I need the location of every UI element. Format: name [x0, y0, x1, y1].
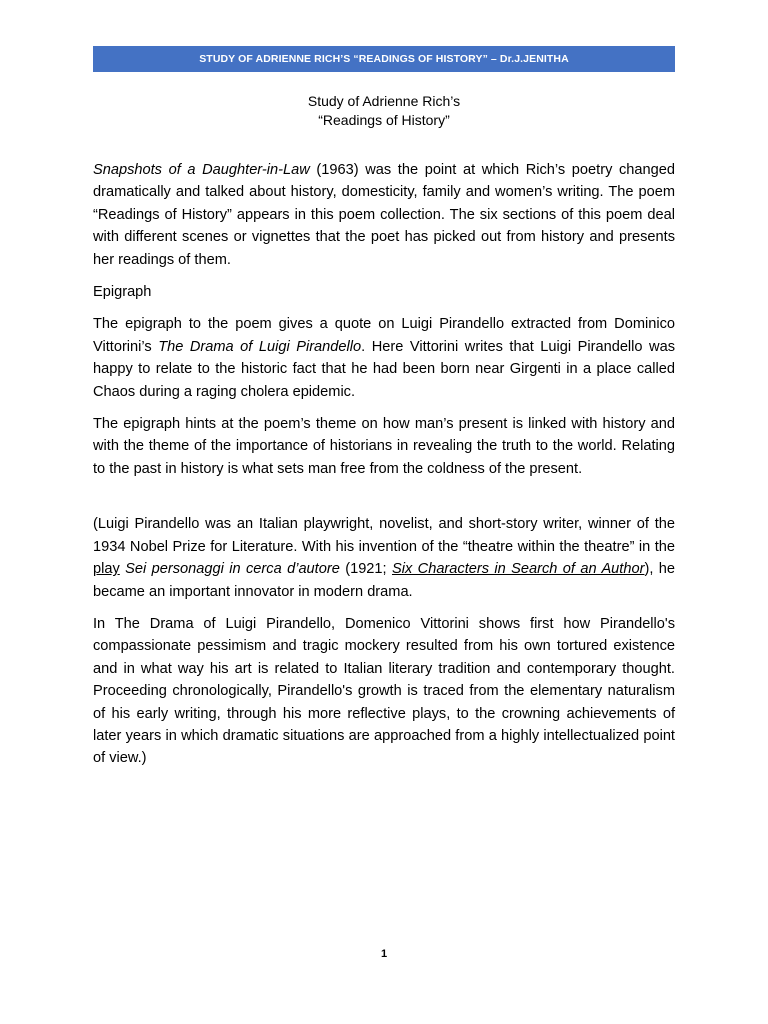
- title-line-2: “Readings of History”: [318, 112, 450, 128]
- epigraph-paragraph-1: [93, 313, 675, 403]
- epigraph-p1-italic-title: The Drama of Luigi Pirandello: [158, 338, 362, 355]
- sei-personaggi-title: Sei personaggi in cerca d’autore: [125, 561, 340, 578]
- play-link[interactable]: play: [93, 561, 120, 578]
- pirandello-before: (Luigi Pirandello was an Italian playwright, novelist, and short-story writer, winner of the 1934 Nobel Prize for Literature. With his invention of the “theatre within the theatre” in the: [93, 516, 675, 555]
- intro-text: (1963) was the point at which Rich’s poetry changed dramatically and talked about history, domesticity, family and women’s writing. The poem “Readings of History” appears in this poem collection. The six sections of this poem deal with different scenes or vignettes that the poet has picked out from history and presents her readings of them.: [93, 162, 675, 268]
- document-title: [93, 92, 675, 130]
- pirandello-paragraph: [93, 513, 675, 603]
- pirandello-year: (1921;: [339, 561, 392, 578]
- epigraph-heading: Epigraph: [93, 284, 152, 301]
- intro-paragraph: [93, 159, 675, 271]
- header-text: STUDY OF ADRIENNE RICH’S “READINGS OF HISTORY” – Dr.J.JENITHA: [199, 53, 569, 65]
- page-number: 1: [380, 948, 388, 960]
- intro-italic-title: Snapshots of a Daughter-in-Law: [93, 162, 310, 178]
- epigraph-p1-after: . Here Vittorini writes that Luigi Pirandello was happy to relate to the historic fact that he had been born near Girgenti in a place called Chaos during a raging cholera epidemic.: [93, 338, 676, 400]
- six-characters-link[interactable]: Six Characters in Search of an Author: [392, 561, 645, 578]
- document-body: [93, 159, 675, 780]
- epigraph-paragraph-2: The epigraph hints at the poem’s theme on how man’s present is linked with history and with the theme of the importance of historians in revealing the truth to the world. Relating to the past in history is what sets man free from the coldness of the present.: [93, 416, 675, 477]
- epigraph-p1-before: The epigraph to the poem gives a quote on Luigi Pirandello extracted from Dominico Vittorini’s: [93, 316, 675, 355]
- pirandello-after: ), he became an important innovator in modern drama.: [93, 561, 675, 600]
- drama-paragraph: In The Drama of Luigi Pirandello, Domenico Vittorini shows first how Pirandello's compassionate pessimism and tragic mockery resulted from his own tortured existence and in what way his art is related to Italian literary tradition and contemporary thought. Proceeding chronologically, Pirandello's growth is traced from the elementary naturalism of his early writing, through his more reflective plays, to the crowning achievements of later years in which dramatic situations are approached from a highly intellectualized point of view.): [93, 615, 675, 767]
- title-line-1: Study of Adrienne Rich’s: [307, 93, 461, 109]
- document-header-bar: [93, 46, 675, 72]
